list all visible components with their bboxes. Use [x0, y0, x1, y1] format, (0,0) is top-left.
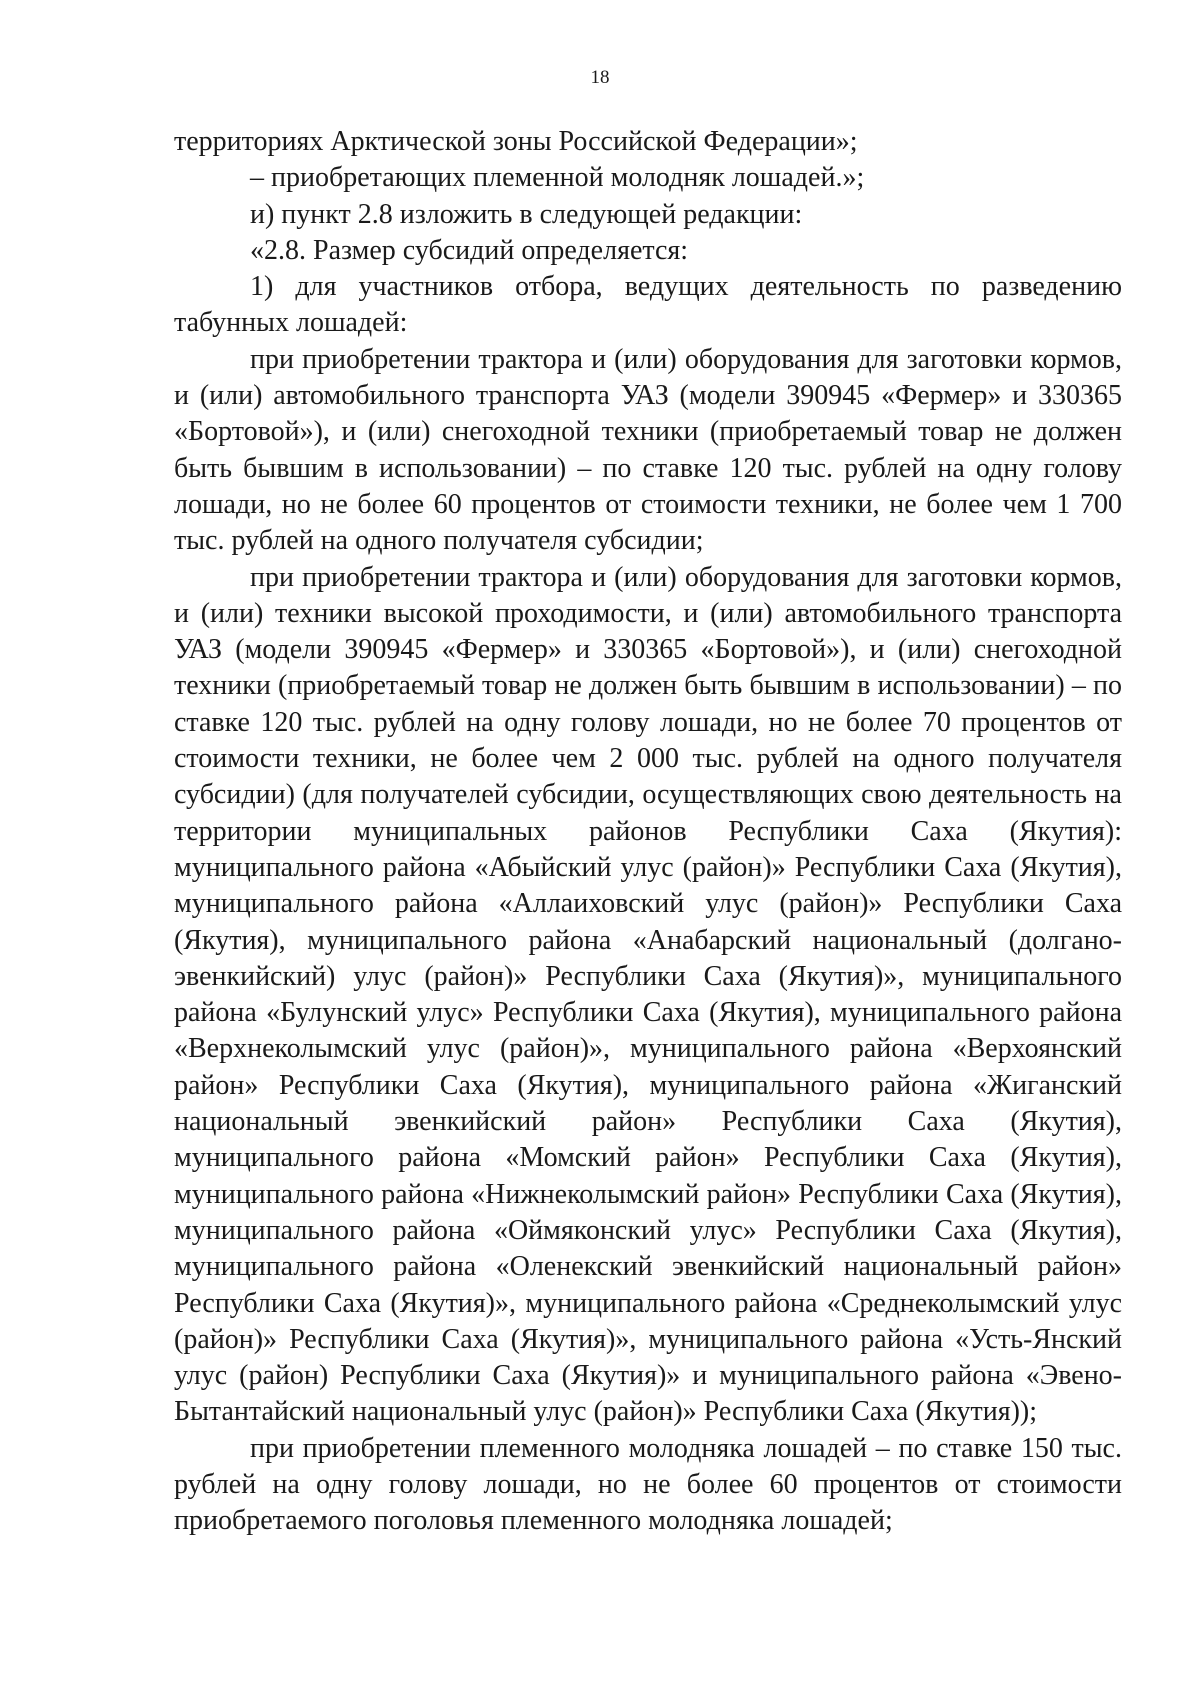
page-number: 18 — [590, 67, 610, 88]
paragraph-rate-arctic-districts: при приобретении трактора и (или) оборудования для заготовки кормов, и (или) техники высокой проходимости, и (или) автомобильного транспорта УАЗ (модели 390945 «Фермер» и 330365 «Бортовой»), и (или) снегоходной техники (приобретаемый товар не должен быть бывшим в использовании) – по ставке 120 тыс. рублей на одну голову лошади, но не более 70 процентов от стоимости техники, не более чем 2 000 тыс. рублей на одного получателя субсидии) (для получателей субсидии, осуществляющих свою деятельность на территории муниципальных районов Республики Саха (Якутия): муниципального района «Абыйский улус (район)» Республики Саха (Якутия), муниципального района «Аллаиховский улус (район)» Республики Саха (Якутия), муниципального района «Анабарский национальный (долгано-эвенкийский) улус (район)» Республики Саха (Якутия)», муниципального района «Булунский улус» Республики Саха (Якутия), муниципального района «Верхнеколымский улус (район)», муниципального района «Верхоянский район» Республики Саха (Якутия), муниципального района «Жиганский национальный эвенкийский район» Республики Саха (Якутия), муниципального района «Момский район» Республики Саха (Якутия), муниципального района «Нижнеколымский район» Республики Саха (Якутия), муниципального района «Оймяконский улус» Республики Саха (Якутия), муниципального района «Оленекский эвенкийский национальный район» Республики Саха (Якутия)», муниципального района «Среднеколымский улус (район)» Республики Саха (Якутия)», муниципального района «Усть-Янский улус (район) Республики Саха (Якутия)» и муниципального района «Эвено-Бытантайский национальный улус (район)» Республики Саха (Якутия)); — [174, 561, 1122, 1428]
paragraph-rate-equipment: при приобретении трактора и (или) оборудования для заготовки кормов, и (или) автомобильного транспорта УАЗ (модели 390945 «Фермер» и 330365 «Бортовой»), и (или) снегоходной техники (приобретаемый товар не должен быть бывшим в использовании) – по ставке 120 тыс. рублей на одну голову лошади, но не более 60 процентов от стоимости техники, не более чем 1 700 тыс. рублей на одного получателя субсидии; — [174, 343, 1122, 557]
document-body — [174, 124, 1122, 1540]
paragraph-amendment-point: и) пункт 2.8 изложить в следующей редакции: — [250, 198, 803, 230]
paragraph-continuation: территориях Арктической зоны Российской Федерации»; — [174, 126, 858, 157]
paragraph-list-item: – приобретающих племенной молодняк лошадей.»; — [250, 162, 865, 194]
paragraph-clause-heading: «2.8. Размер субсидий определяется: — [250, 234, 689, 266]
paragraph-subclause-1: 1) для участников отбора, ведущих деятельность по разведению табунных лошадей: — [174, 271, 1122, 339]
paragraph-rate-breeding-stock: при приобретении племенного молодняка лошадей – по ставке 150 тыс. рублей на одну голову лошади, но не более 60 процентов от стоимости приобретаемого поголовья племенного молодняка лошадей; — [174, 1432, 1122, 1537]
